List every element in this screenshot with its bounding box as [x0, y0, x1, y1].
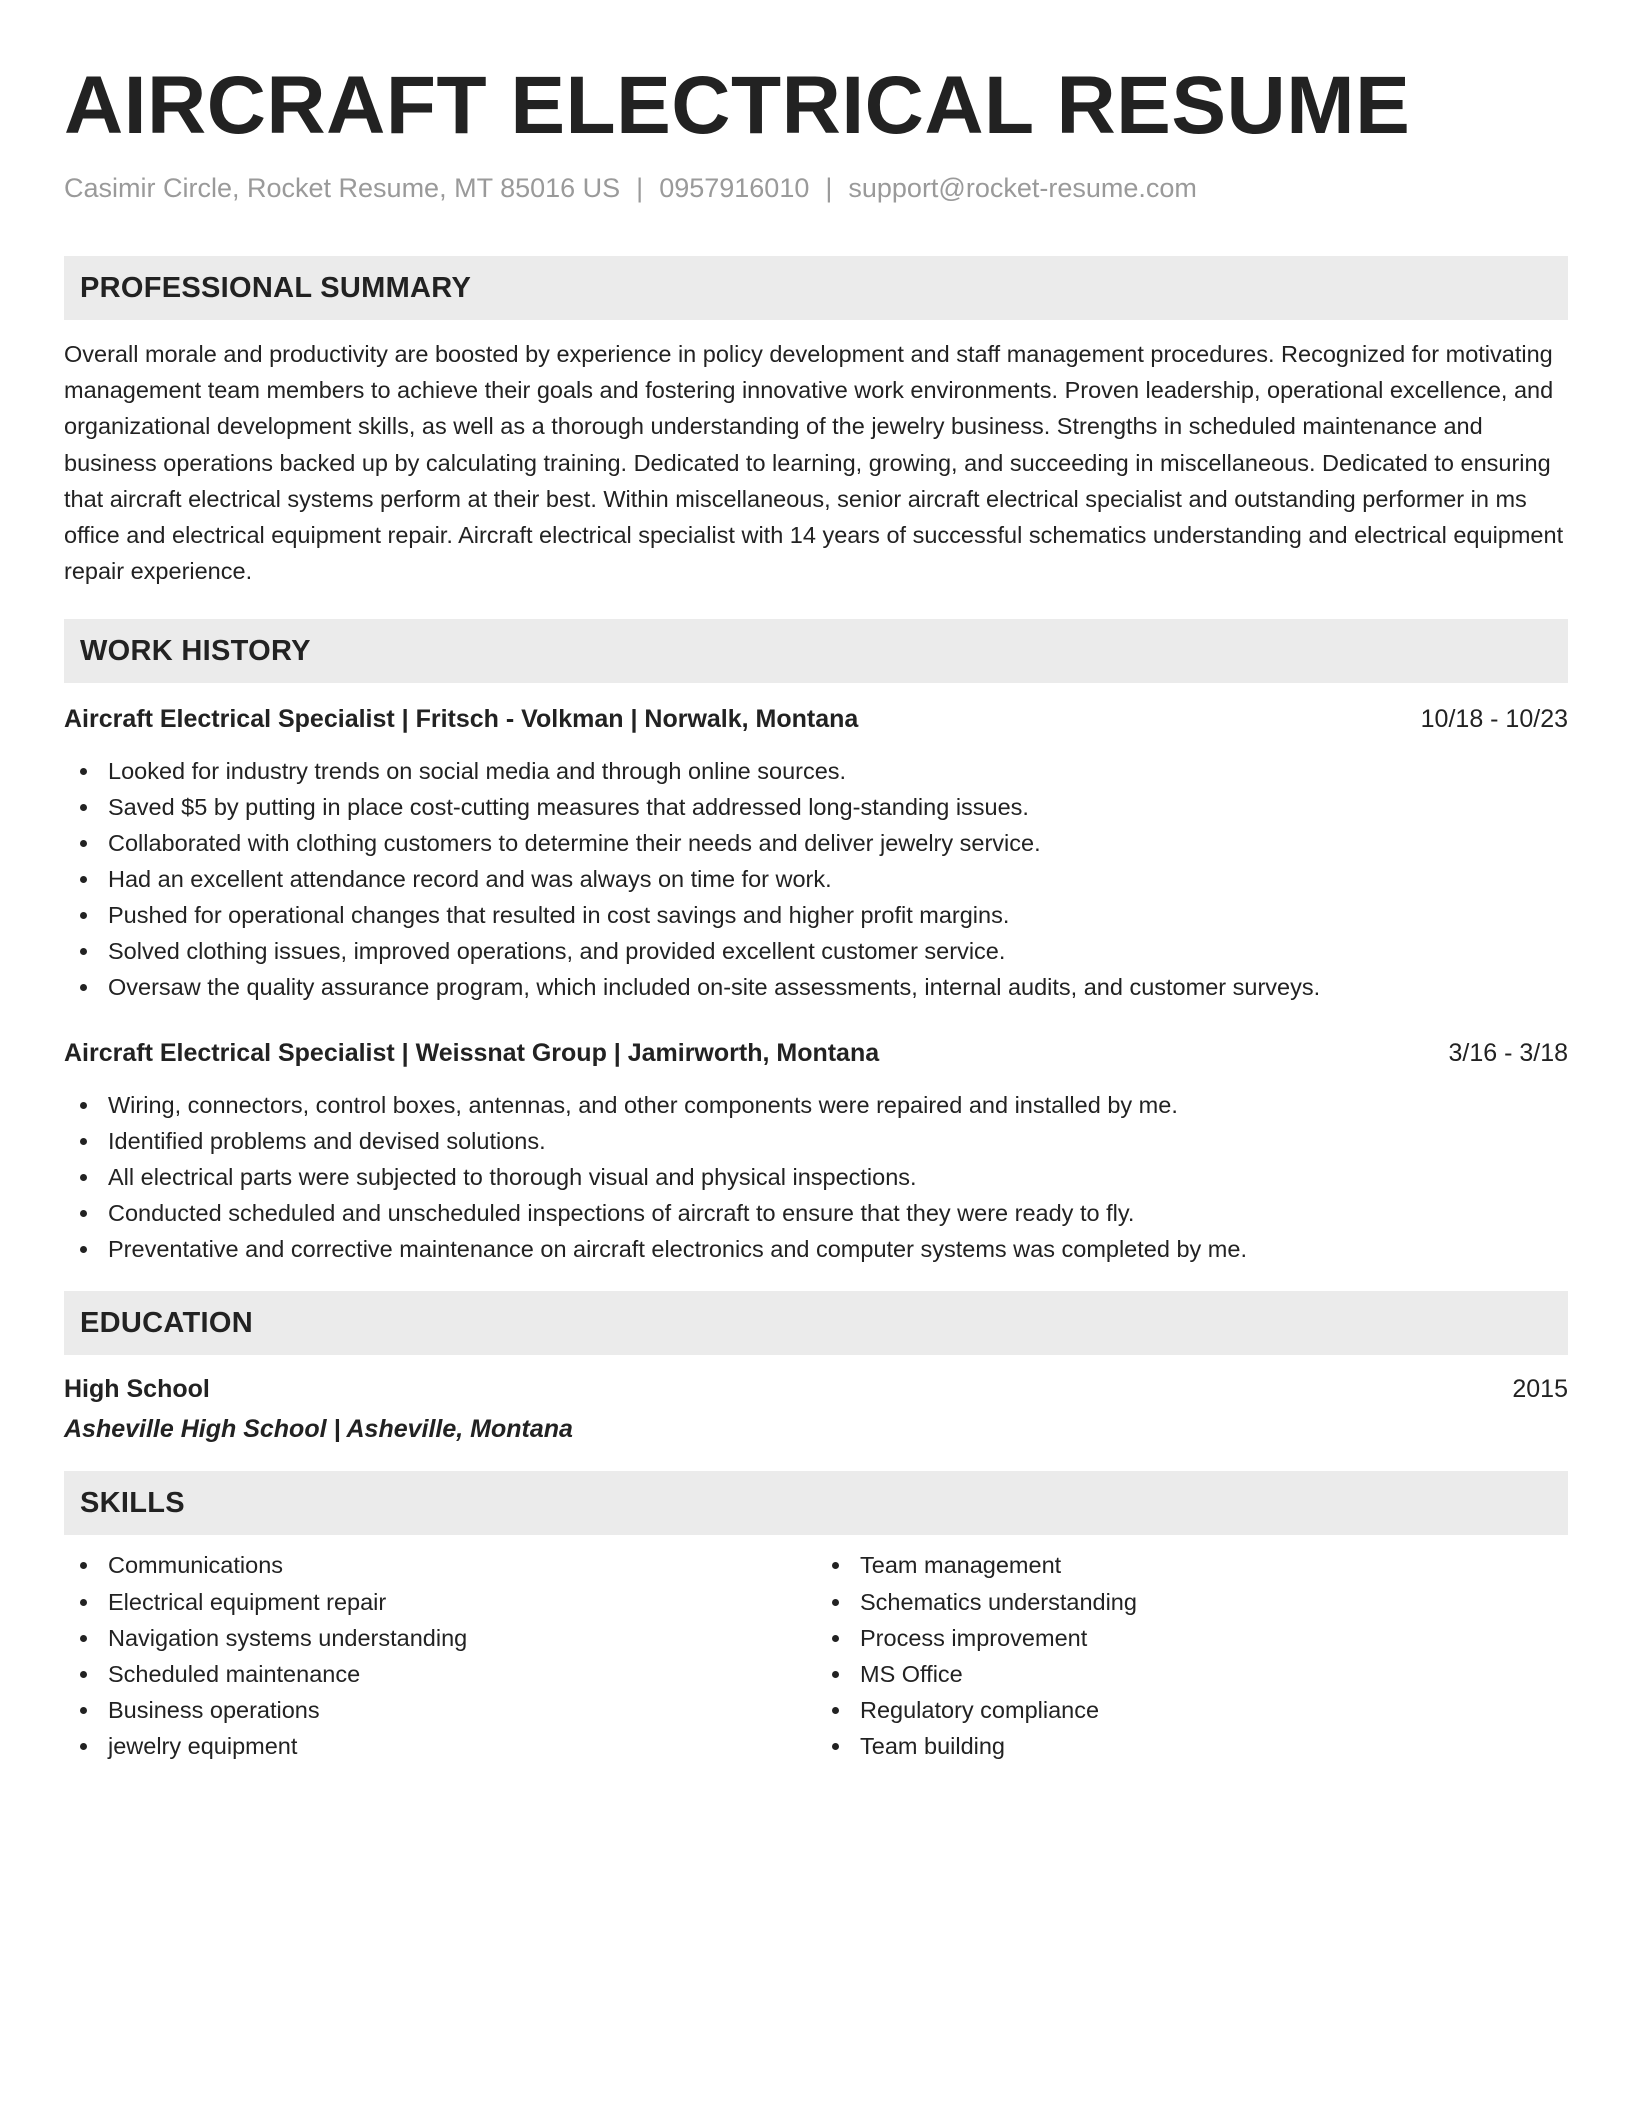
contact-phone: 0957916010 [659, 173, 810, 203]
contact-address: Casimir Circle, Rocket Resume, MT 85016 US [64, 173, 621, 203]
list-item: Preventative and corrective maintenance on aircraft electronics and computer systems was completed by me. [64, 1231, 1568, 1267]
resume-page [64, 0, 1568, 1765]
list-item: Saved $5 by putting in place cost-cutting measures that addressed long-standing issues. [64, 789, 1568, 825]
summary-text: Overall morale and productivity are boosted by experience in policy development and staff management procedures. Recognized for motivating management team members to achieve their goals and fostering innovative work environments. Proven leadership, operational excellence, and organizational development skills, as well as a thorough understanding of the jewelry business. Strengths in scheduled maintenance and business operations backed up by calculating training. Dedicated to learning, growing, and succeeding in miscellaneous. Dedicated to ensuring that aircraft electrical systems perform at their best. Within miscellaneous, senior aircraft electrical specialist and outstanding performer in ms office and electrical equipment repair. Aircraft electrical specialist with 14 years of successful schematics understanding and electrical equipment repair experience. [64, 341, 1564, 585]
education-degree: High School [64, 1375, 210, 1404]
job-bullets [64, 753, 1568, 1005]
list-item: Identified problems and devised solutions. [64, 1123, 1568, 1159]
education-heading [64, 1371, 1568, 1407]
skill-item: Process improvement [816, 1620, 1568, 1656]
list-item: Oversaw the quality assurance program, which included on-site assessments, internal audits, and customer surveys. [64, 969, 1568, 1005]
skills-list [64, 1547, 1568, 1764]
job-dates: 3/16 - 3/18 [1448, 1039, 1568, 1068]
skill-item: Schematics understanding [816, 1584, 1568, 1620]
list-item: Collaborated with clothing customers to determine their needs and deliver jewelry service. [64, 825, 1568, 861]
skill-item: MS Office [816, 1656, 1568, 1692]
job-heading [64, 701, 1568, 737]
list-item: Solved clothing issues, improved operations, and provided excellent customer service. [64, 933, 1568, 969]
skill-item: Communications [64, 1547, 816, 1583]
skills-column-left [64, 1547, 816, 1764]
job-title: Aircraft Electrical Specialist | Fritsch - Volkman | Norwalk, Montana [64, 705, 859, 734]
list-item: All electrical parts were subjected to thorough visual and physical inspections. [64, 1159, 1568, 1195]
section-header-skills: SKILLS [64, 1471, 1568, 1535]
skill-item: Team management [816, 1547, 1568, 1583]
job-bullets [64, 1087, 1568, 1267]
job-dates: 10/18 - 10/23 [1420, 705, 1568, 734]
skill-item: Electrical equipment repair [64, 1584, 816, 1620]
list-item: Looked for industry trends on social media and through online sources. [64, 753, 1568, 789]
skills-column-right [816, 1547, 1568, 1764]
list-item: Had an excellent attendance record and was always on time for work. [64, 861, 1568, 897]
section-header-summary: PROFESSIONAL SUMMARY [64, 256, 1568, 320]
job-title: Aircraft Electrical Specialist | Weissnat Group | Jamirworth, Montana [64, 1039, 880, 1068]
list-item: Wiring, connectors, control boxes, antennas, and other components were repaired and installed by me. [64, 1087, 1568, 1123]
education-school: Asheville High School | Asheville, Montana [64, 1415, 573, 1444]
list-item: Conducted scheduled and unscheduled inspections of aircraft to ensure that they were ready to fly. [64, 1195, 1568, 1231]
skill-item: jewelry equipment [64, 1728, 816, 1764]
section-header-education: EDUCATION [64, 1291, 1568, 1355]
skill-item: Regulatory compliance [816, 1692, 1568, 1728]
resume-title: AIRCRAFT ELECTRICAL RESUME [64, 60, 1411, 151]
skill-item: Navigation systems understanding [64, 1620, 816, 1656]
contact-separator: | [825, 173, 833, 203]
list-item: Pushed for operational changes that resulted in cost savings and higher profit margins. [64, 897, 1568, 933]
skill-item: Scheduled maintenance [64, 1656, 816, 1692]
contact-separator: | [636, 173, 644, 203]
skill-item: Business operations [64, 1692, 816, 1728]
contact-line [64, 170, 1568, 206]
section-header-work-history: WORK HISTORY [64, 619, 1568, 683]
contact-email: support@rocket-resume.com [848, 173, 1197, 203]
job-heading [64, 1035, 1568, 1071]
skill-item: Team building [816, 1728, 1568, 1764]
education-year: 2015 [1512, 1375, 1568, 1404]
